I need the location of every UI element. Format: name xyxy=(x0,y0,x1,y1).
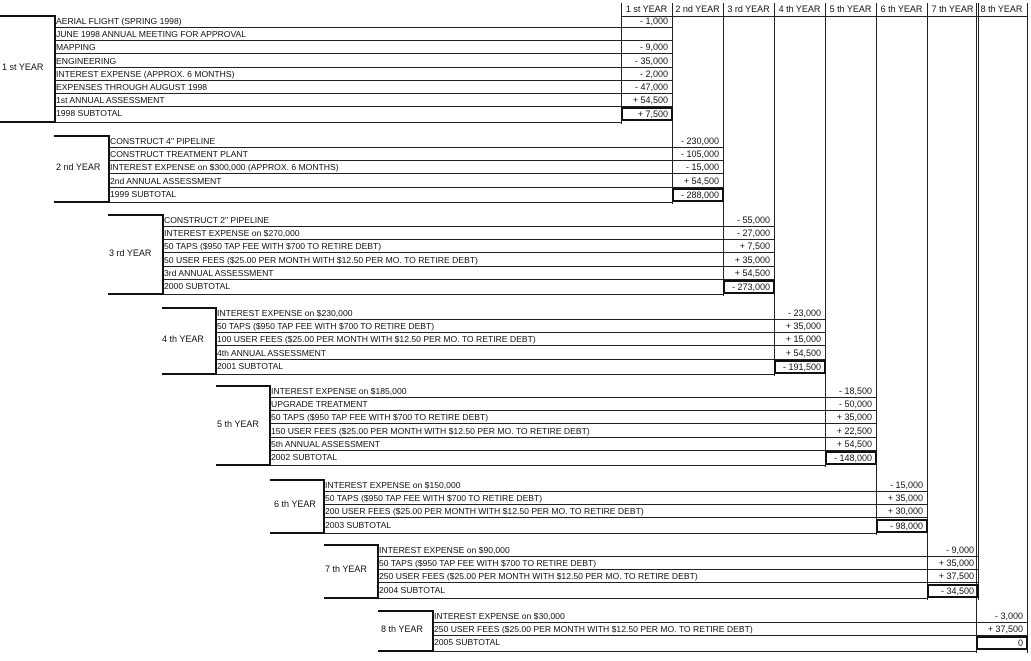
column-header-year-8: 8 th YEAR xyxy=(976,3,1027,17)
line-item-amount: + 35,000 xyxy=(887,493,923,504)
subtotal-amount: 0 xyxy=(976,636,1028,650)
column-rule xyxy=(927,3,928,600)
line-item-description: MAPPING xyxy=(56,41,672,54)
subtotal-label: 2002 SUBTOTAL xyxy=(271,452,338,462)
line-item-description: CONSTRUCT 4" PIPELINE xyxy=(110,135,723,148)
line-item-amount: + 54,500 xyxy=(683,175,719,186)
column-header-year-4: 4 th YEAR xyxy=(774,3,825,17)
line-item-amount: - 50,000 xyxy=(838,399,872,410)
subtotal-label: 2001 SUBTOTAL xyxy=(217,360,284,371)
line-item-description: 50 TAPS ($950 TAP FEE WITH $700 TO RETIRE DEBT) xyxy=(271,411,876,424)
line-item-description: INTEREST EXPENSE on $300,000 (APPROX. 6 MONTHS) xyxy=(110,161,723,174)
subtotal-amount: - 34,500 xyxy=(927,584,979,598)
line-item-description: 50 TAPS ($950 TAP FEE WITH $700 TO RETIRE DEBT) xyxy=(325,492,927,505)
line-item-description: INTEREST EXPENSE on $270,000 xyxy=(164,227,774,240)
line-item-description: 50 USER FEES ($25.00 PER MONTH WITH $12.50 PER MO. TO RETIRE DEBT) xyxy=(164,254,774,267)
line-item-amount: + 37,500 xyxy=(938,571,974,582)
subtotal-amount: - 288,000 xyxy=(672,188,724,202)
line-item-description: CONSTRUCT 2" PIPELINE xyxy=(164,214,774,227)
line-item-description: JUNE 1998 ANNUAL MEETING FOR APPROVAL xyxy=(56,28,672,41)
line-item-description: 3rd ANNUAL ASSESSMENT xyxy=(164,267,774,280)
line-item-description: ENGINEERING xyxy=(56,55,672,68)
column-rule xyxy=(1027,3,1028,653)
line-item-amount: - 15,000 xyxy=(889,480,923,490)
subtotal-label: 1999 SUBTOTAL xyxy=(110,188,177,199)
line-item-amount: + 15,000 xyxy=(785,334,821,345)
year-label: 1 st YEAR xyxy=(2,61,44,72)
line-item-description: INTEREST EXPENSE on $150,000 xyxy=(325,479,927,492)
year-label: 2 nd YEAR xyxy=(56,162,101,172)
subtotal-label: 2003 SUBTOTAL xyxy=(325,519,392,530)
line-item-amount: - 1,000 xyxy=(639,16,668,26)
block-bottom-rule xyxy=(217,374,774,375)
subtotal-amount: - 191,500 xyxy=(774,360,826,374)
block-bottom-rule xyxy=(379,598,927,599)
line-item-amount: - 15,000 xyxy=(685,162,719,173)
line-item-amount: - 230,000 xyxy=(680,136,719,146)
line-item-description: UPGRADE TREATMENT xyxy=(271,398,876,411)
line-item-amount: + 54,500 xyxy=(785,347,821,358)
line-item-amount: + 35,000 xyxy=(734,254,770,265)
line-item-description: 2nd ANNUAL ASSESSMENT xyxy=(110,175,723,188)
subtotal-amount: - 98,000 xyxy=(876,519,928,533)
line-item-description: 4th ANNUAL ASSESSMENT xyxy=(217,347,825,360)
subtotal-label: 2004 SUBTOTAL xyxy=(379,584,446,595)
column-header-year-3: 3 rd YEAR xyxy=(723,3,774,17)
line-item-description: 200 USER FEES ($25.00 PER MONTH WITH $12.50 PER MO. TO RETIRE DEBT) xyxy=(325,505,927,518)
year-label: 5 th YEAR xyxy=(217,418,259,429)
line-item-amount: - 27,000 xyxy=(736,228,770,239)
line-item-amount: - 2,000 xyxy=(639,68,668,79)
subtotal-amount: - 273,000 xyxy=(723,280,775,294)
line-item-amount: - 23,000 xyxy=(787,308,821,318)
year-label: 7 th YEAR xyxy=(325,564,367,575)
line-item-amount: + 35,000 xyxy=(785,321,821,332)
line-item-description: INTEREST EXPENSE (APPROX. 6 MONTHS) xyxy=(56,68,672,81)
line-item-description: INTEREST EXPENSE on $90,000 xyxy=(379,544,978,557)
line-item-amount: + 54,500 xyxy=(632,95,668,106)
subtotal-amount: + 7,500 xyxy=(621,107,673,121)
subtotal-label: 2000 SUBTOTAL xyxy=(164,281,231,291)
line-item-description: 5th ANNUAL ASSESSMENT xyxy=(271,438,876,451)
line-item-description: 50 TAPS ($950 TAP FEE WITH $700 TO RETIRE DEBT) xyxy=(217,320,825,333)
line-item-amount: - 9,000 xyxy=(945,545,974,555)
line-item-amount: + 37,500 xyxy=(987,624,1023,635)
line-item-description: 250 USER FEES ($25.00 PER MONTH WITH $12.50 PER MO. TO RETIRE DEBT) xyxy=(434,623,1027,636)
line-item-description: AERIAL FLIGHT (SPRING 1998) xyxy=(56,15,672,28)
year-label: 6 th YEAR xyxy=(274,499,316,510)
line-item-amount: - 105,000 xyxy=(680,149,719,160)
line-item-amount: - 47,000 xyxy=(634,82,668,92)
block-bottom-rule xyxy=(164,294,723,295)
year-label: 3 rd YEAR xyxy=(109,247,152,258)
line-item-description: 50 TAPS ($950 TAP FEE WITH $700 TO RETIRE DEBT) xyxy=(379,557,978,570)
line-item-description: INTEREST EXPENSE on $30,000 xyxy=(434,610,1027,623)
line-item-description: EXPENSES THROUGH AUGUST 1998 xyxy=(56,81,672,94)
line-item-description: INTEREST EXPENSE on $230,000 xyxy=(217,307,825,320)
block-bottom-rule xyxy=(271,465,825,466)
column-header-year-7: 7 th YEAR xyxy=(927,3,978,17)
subtotal-label: 2005 SUBTOTAL xyxy=(434,637,501,648)
block-bottom-rule xyxy=(434,651,976,652)
column-header-year-5: 5 th YEAR xyxy=(825,3,876,17)
block-bottom-rule xyxy=(110,202,672,203)
line-item-description: 50 TAPS ($950 TAP FEE WITH $700 TO RETIRE DEBT) xyxy=(164,240,774,253)
line-item-amount: - 35,000 xyxy=(634,55,668,66)
year-label: 4 th YEAR xyxy=(162,334,204,344)
subtotal-amount: - 148,000 xyxy=(825,451,877,465)
line-item-amount: + 54,500 xyxy=(734,267,770,278)
column-header-year-2: 2 nd YEAR xyxy=(672,3,723,17)
year-label: 8 th YEAR xyxy=(381,623,423,634)
line-item-amount: - 55,000 xyxy=(736,215,770,225)
line-item-amount: + 30,000 xyxy=(887,506,923,517)
column-header-year-6: 6 th YEAR xyxy=(876,3,927,17)
line-item-amount: - 9,000 xyxy=(639,42,668,53)
line-item-amount: + 35,000 xyxy=(836,412,872,423)
line-item-description: INTEREST EXPENSE on $185,000 xyxy=(271,385,876,398)
line-item-description: 250 USER FEES ($25.00 PER MONTH WITH $12.50 PER MO. TO RETIRE DEBT) xyxy=(379,570,978,583)
line-item-amount: + 7,500 xyxy=(739,241,770,252)
line-item-amount: - 18,500 xyxy=(838,386,872,396)
line-item-description: 100 USER FEES ($25.00 PER MONTH WITH $12.50 PER MO. TO RETIRE DEBT) xyxy=(217,333,825,346)
block-bottom-rule xyxy=(56,122,621,123)
subtotal-label: 1998 SUBTOTAL xyxy=(56,108,123,119)
column-header-year-1: 1 st YEAR xyxy=(621,3,672,17)
column-rule xyxy=(978,3,979,600)
line-item-amount: + 22,500 xyxy=(836,425,872,436)
line-item-amount: + 35,000 xyxy=(938,558,974,569)
line-item-amount: + 54,500 xyxy=(836,438,872,449)
line-item-amount: - 3,000 xyxy=(994,611,1023,621)
line-item-description: 1st ANNUAL ASSESSMENT xyxy=(56,94,672,107)
block-bottom-rule xyxy=(325,533,876,534)
line-item-description: CONSTRUCT TREATMENT PLANT xyxy=(110,148,723,161)
line-item-description: 150 USER FEES ($25.00 PER MONTH WITH $12.50 PER MO. TO RETIRE DEBT) xyxy=(271,425,876,438)
